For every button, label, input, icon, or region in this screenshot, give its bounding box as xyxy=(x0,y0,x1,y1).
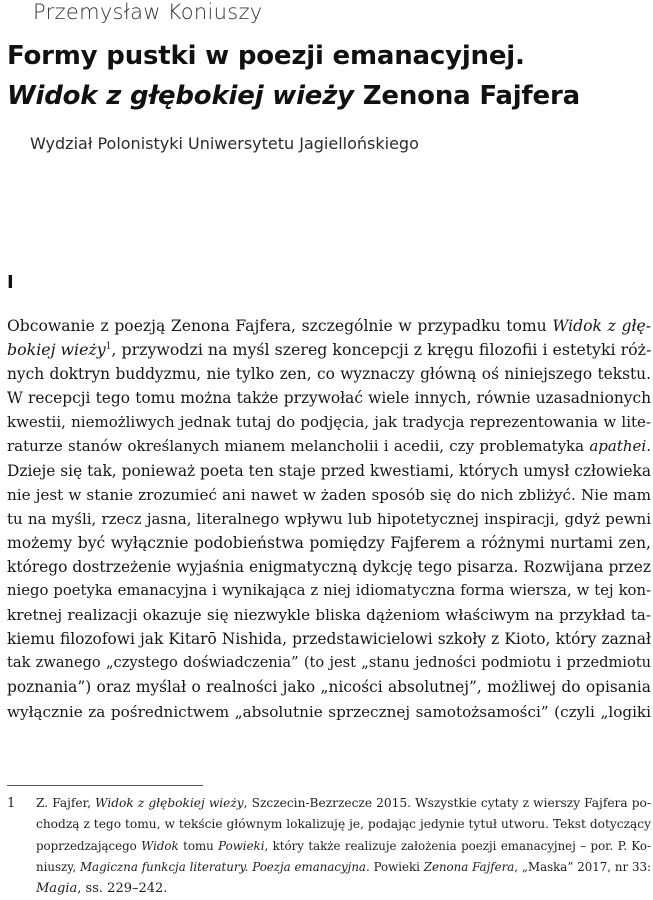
footnote-ref[interactable]: 1 xyxy=(105,341,112,352)
body-italic-run: Widok z głę- xyxy=(552,317,652,335)
body-line: wyłącznie za pośrednictwem „absolutnie sprzecznej samotożsamości” (czyli „logiki xyxy=(7,702,651,721)
footnote-italic-run: Zenona Fajfera xyxy=(423,859,515,874)
footnote-italic-run: Magiczna funkcja literatury. Poezja emanacyjna xyxy=(79,859,366,874)
footnote-line xyxy=(36,857,651,878)
body-line xyxy=(7,314,651,338)
body-text-run: Obcowanie z poezją Zenona Fajfera, szczególnie w przypadku tomu xyxy=(7,317,553,335)
footnote-text-run: , Szczecin-Bezrzecze 2015. Wszystkie cytaty z wierszy Fajfera po- xyxy=(243,796,651,810)
footnote xyxy=(7,793,651,899)
footnote-text-run: , który także realizuje założenia poezji emanacyjnej – por. P. Ko- xyxy=(264,838,651,853)
author-name: Przemysław Koniuszy xyxy=(33,0,263,24)
body-text-run: . xyxy=(646,437,651,456)
body-line: możemy być wyłącznie podobieństwa pomiędzy Fajferem a różnymi nurtami zen, xyxy=(7,533,651,552)
body-line: tu na myśli, rzecz jasna, literalnego wpływu lub hipotetycznej inspiracji, gdyż pewni xyxy=(7,509,651,528)
footnote-line xyxy=(36,793,651,814)
footnote-text-run: , ss. 229–242. xyxy=(77,881,168,897)
body-text-run: raturze stanów określanych mianem melancholii i acedii, czy problematyka xyxy=(7,437,590,456)
footnote-italic-run: Widok xyxy=(141,838,179,853)
body-line: niego poetyka emanacyjna i wynikająca z niej idiomatyczna forma wiersza, w tej kon- xyxy=(7,582,651,600)
body-line xyxy=(7,434,651,458)
footnote-text-run: Z. Fajfer, xyxy=(36,796,96,810)
footnote-body xyxy=(36,793,651,899)
title-rest-part: Zenona Fajfera xyxy=(353,81,580,111)
footnote-line: chodzą z tego tomu, w tekście głównym lokalizuję je, podając jedynie tytuł utworu. Tekst dotyczący xyxy=(36,817,651,832)
author-affiliation: Wydział Polonistyki Uniwersytetu Jagiellońskiego xyxy=(30,134,419,153)
body-line: nie jest w stanie zrozumieć ani nawet w żaden sposób się do nich zbliżyć. Nie mam xyxy=(7,485,651,504)
body-text-run: , przywodzi na myśl szereg koncepcji z kręgu filozofii i estetyki róż- xyxy=(111,340,652,360)
body-italic-run: bokiej wieży xyxy=(7,340,106,360)
footnote-text-run: tomu xyxy=(178,838,219,853)
footnote-line xyxy=(36,878,651,899)
body-line: kiemu filozofowi jak Kitarō Nishida, przedstawicielowi szkoły z Kioto, który zaznał xyxy=(7,630,651,649)
footnote-italic-run: Powieki xyxy=(218,838,265,853)
article-title xyxy=(7,36,647,116)
title-line-2 xyxy=(7,76,647,116)
body-line: poznania”) oraz myślał o realności jako „nicości absolutnej”, możliwej do opisania xyxy=(7,678,651,697)
body-line: W recepcji tego tomu można także przywołać wiele innych, równie uzasadnionych xyxy=(7,389,651,408)
body-line: Dzieje się tak, ponieważ poeta ten staje przed kwestiami, których umysł człowieka xyxy=(7,461,651,480)
footnote-divider xyxy=(7,785,203,786)
body-italic-run: apathei xyxy=(589,437,647,456)
footnote-text-run: , „Maska” 2017, nr 33: xyxy=(514,859,651,874)
footnote-text-run: poprzedzającego xyxy=(36,838,142,853)
body-line xyxy=(7,338,651,362)
title-italic-part: Widok z głębokiej wieży xyxy=(7,81,354,111)
footnote-italic-run: Magia xyxy=(36,881,78,897)
body-line: nych doktryn buddyzmu, nie tylko zen, co wyznaczy główną oś niniejszego tekstu. xyxy=(7,365,651,384)
title-line-1: Formy pustki w poezji emanacyjnej. xyxy=(7,41,525,71)
footnote-text-run: . Powieki xyxy=(365,859,424,874)
body-line: kwestii, niemożliwych jednak tutaj do podjęcia, jak tradycja reprezentowania w lite- xyxy=(7,413,651,432)
footnote-italic-run: Widok z głębokiej wieży xyxy=(95,796,244,810)
body-paragraph xyxy=(7,314,651,724)
body-line: kretnej realizacji okazuje się niezwykle bliska dążeniom właściwym na przykład ta- xyxy=(7,606,651,625)
body-line: którego dostrzeżenie wyjaśnia enigmatyczną dykcję tego pisarza. Rozwijana przez xyxy=(7,557,651,576)
body-line: tak zwanego „czystego doświadczenia” (to jest „stanu jedności podmiotu i przedmiotu xyxy=(7,654,651,672)
footnote-text-run: niuszy, xyxy=(36,859,80,874)
section-number: I xyxy=(7,272,14,293)
footnote-number: 1 xyxy=(7,796,16,811)
footnote-line xyxy=(36,836,651,857)
